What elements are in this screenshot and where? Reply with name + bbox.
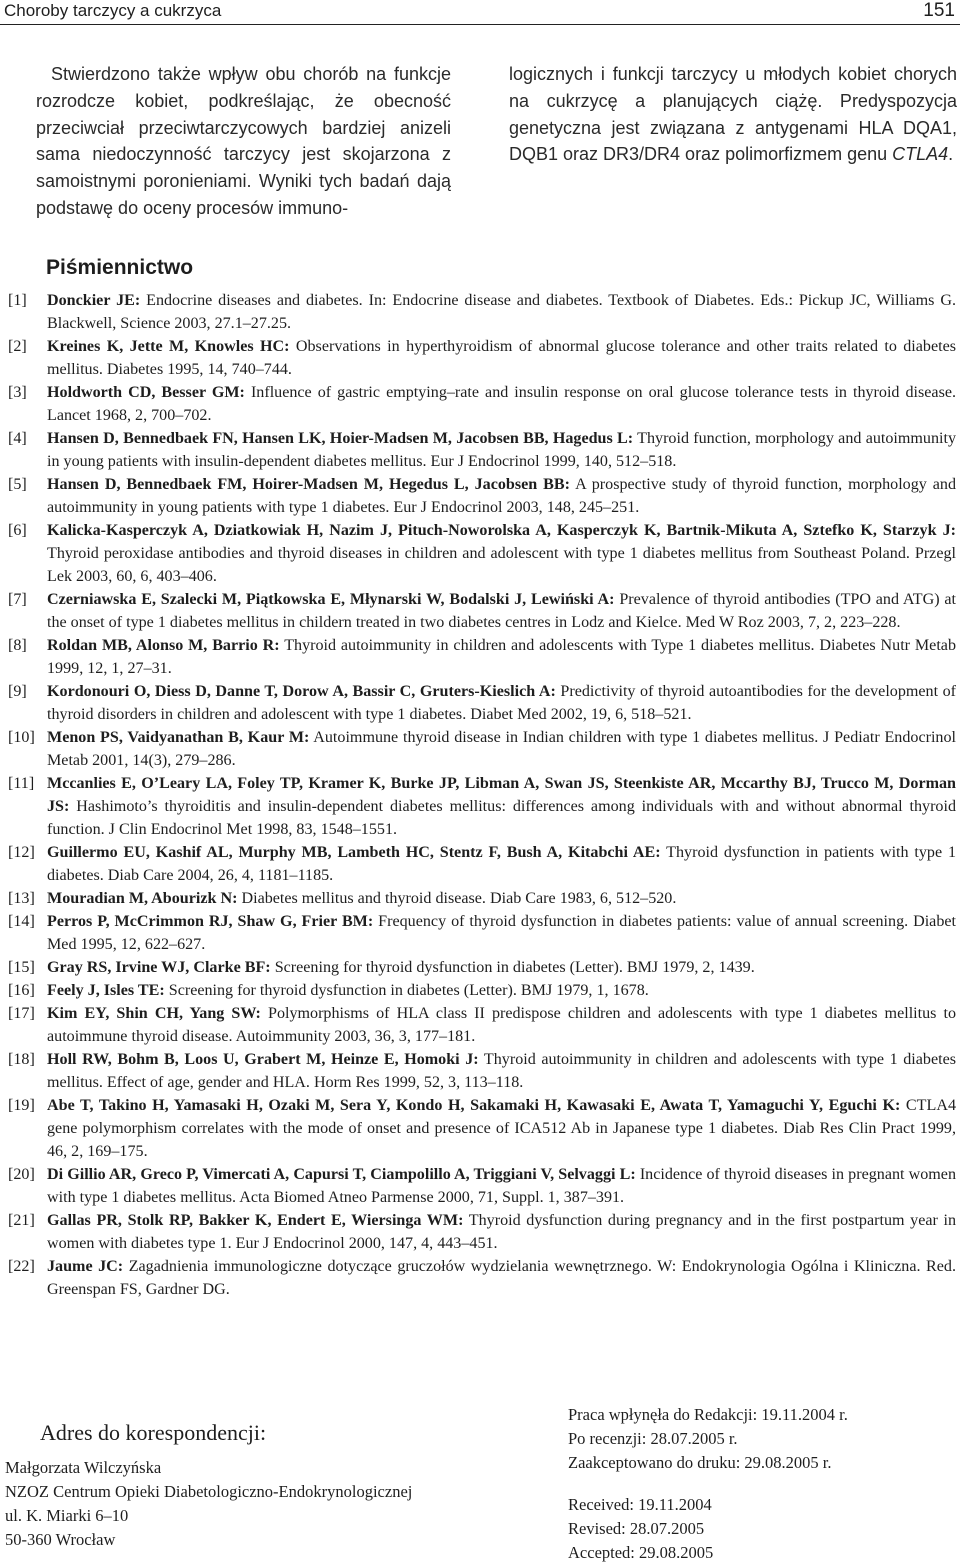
reference-authors: Roldan MB, Alonso M, Barrio R:	[47, 637, 280, 654]
reference-item	[8, 634, 956, 680]
reference-body	[47, 887, 956, 910]
reference-body	[47, 427, 956, 473]
reference-authors: Kim EY, Shin CH, Yang SW:	[47, 1005, 261, 1022]
reference-citation: Thyroid peroxidase antibodies and thyroid diseases in children and adolescent with type 1 diabetes mellitus from Southeast Poland. Przegl Lek 2003, 60, 6, 403–406.	[47, 545, 956, 585]
reference-body	[47, 772, 956, 841]
reference-body	[47, 1048, 956, 1094]
date-received-pl: Praca wpłynęła do Redakcji: 19.11.2004 r.	[568, 1405, 848, 1424]
reference-number: [8]	[8, 637, 27, 654]
reference-body	[47, 726, 956, 772]
reference-citation: Frequency of thyroid dysfunction in diabetes patients: value of annual screening. Diabet Med 1995, 12, 622–627.	[47, 913, 956, 953]
references-list	[8, 289, 956, 1301]
running-header	[0, 0, 960, 25]
reference-body	[47, 910, 956, 956]
page-number: 151	[923, 0, 955, 21]
reference-citation: A prospective study of thyroid function, morphology and autoimmunity in young patients with type 1 diabetes. Eur J Endocrinol 2003, 148, 245–251.	[47, 476, 956, 516]
reference-authors: Hansen D, Bennedbaek FM, Hoirer-Madsen M, Hegedus L, Jacobsen BB:	[47, 476, 570, 493]
reference-authors: Perros P, McCrimmon RJ, Shaw G, Frier BM:	[47, 913, 374, 930]
reference-authors: Di Gillio AR, Greco P, Vimercati A, Capursi T, Ciampolillo A, Triggiani V, Selvaggi L:	[47, 1166, 636, 1183]
dates-english	[568, 1493, 713, 1565]
reference-item	[8, 979, 956, 1002]
reference-item	[8, 841, 956, 887]
reference-item	[8, 1209, 956, 1255]
reference-body	[47, 1255, 956, 1301]
reference-number: [6]	[8, 522, 27, 539]
reference-number: [11]	[8, 775, 35, 792]
reference-citation: Thyroid autoimmunity in children and adolescents with Type 1 diabetes mellitus. Diabetes Nutr Metab 1999, 12, 1, 27–31.	[47, 637, 956, 677]
reference-number: [4]	[8, 430, 27, 447]
reference-body	[47, 841, 956, 887]
reference-authors: Feely J, Isles TE:	[47, 982, 165, 999]
reference-item	[8, 1002, 956, 1048]
reference-citation: Diabetes mellitus and thyroid disease. Diab Care 1983, 6, 512–520.	[237, 890, 677, 907]
reference-citation: Incidence of thyroid diseases in pregnant women with type 1 diabetes mellitus. Acta Biomed Atneo Parmense 2000, 71, Suppl. 1, 387–391.	[47, 1166, 956, 1206]
date-accepted-pl: Zaakceptowano do druku: 29.08.2005 r.	[568, 1453, 832, 1472]
reference-authors: Holl RW, Bohm B, Loos U, Grabert M, Heinze E, Homoki J:	[47, 1051, 479, 1068]
reference-item	[8, 726, 956, 772]
reference-citation: Thyroid autoimmunity in children and adolescents with type 1 diabetes mellitus. Effect of age, gender and HLA. Horm Res 1999, 52, 3, 113–118.	[47, 1051, 956, 1091]
reference-number: [7]	[8, 591, 27, 608]
reference-item	[8, 772, 956, 841]
reference-citation: Influence of gastric emptying–rate and insulin response on oral glucose tolerance tests in thyroid disease. Lancet 1968, 2, 700–702.	[47, 384, 956, 424]
reference-citation: Screening for thyroid dysfunction in diabetes (Letter). BMJ 1979, 2, 1439.	[270, 959, 755, 976]
reference-number: [16]	[8, 982, 35, 999]
reference-citation: Predictivity of thyroid autoantibodies for the development of thyroid disorders in children and adolescent with type 1 diabetes. Diabet Med 2002, 19, 6, 518–521.	[47, 683, 957, 723]
reference-number: [19]	[8, 1097, 35, 1114]
reference-number: [20]	[8, 1166, 35, 1183]
reference-number: [14]	[8, 913, 35, 930]
dates-polish	[568, 1403, 848, 1475]
reference-number: [5]	[8, 476, 27, 493]
reference-body	[47, 335, 956, 381]
reference-item	[8, 680, 956, 726]
correspondence-city: 50-360 Wrocław	[5, 1530, 116, 1549]
date-received-en: Received: 19.11.2004	[568, 1495, 712, 1514]
body-text-right-column	[509, 61, 957, 168]
reference-authors: Gray RS, Irvine WJ, Clarke BF:	[47, 959, 271, 976]
reference-number: [1]	[8, 292, 27, 309]
date-revised-pl: Po recenzji: 28.07.2005 r.	[568, 1429, 738, 1448]
reference-citation: Zagadnienia immunologiczne dotyczące gruczołów wydzielania wewnętrznego. W: Endokrynologia Ogólna i Kliniczna. Red. Greenspan FS, Gardner DG.	[47, 1258, 956, 1298]
reference-number: [3]	[8, 384, 27, 401]
reference-citation: Thyroid function, morphology and autoimmunity in young patients with insulin-dependent diabetes mellitus. Eur J Endocrinol 1999, 140, 512–518.	[47, 430, 956, 470]
reference-citation: Polymorphisms of HLA class II predispose children and adolescents with type 1 diabetes mellitus to autoimmune thyroid disease. Autoimmunity 2003, 36, 3, 177–181.	[47, 1005, 957, 1045]
reference-number: [13]	[8, 890, 35, 907]
reference-body	[47, 979, 956, 1002]
reference-citation: Prevalence of thyroid antibodies (TPO and ATG) at the onset of type 1 diabetes mellitus in childern treated in two diabetes centres in Lodz and Kielce. Med W Roz 2003, 7, 2, 223–228.	[47, 591, 957, 631]
reference-number: [9]	[8, 683, 27, 700]
reference-citation: CTLA4 gene polymorphism correlates with the mode of onset and presence of ICA512 Ab in Japanese type 1 diabetes. Diab Res Clin Pract 1999, 46, 2, 169–175.	[47, 1097, 956, 1160]
reference-body	[47, 519, 956, 588]
reference-number: [17]	[8, 1005, 35, 1022]
body-text-left-column: Stwierdzono także wpływ obu chorób na funkcje rozrodcze kobiet, podkreślając, że obecność przeciwciał przeciwtarczycowych bardziej anizeli sama niedoczynność tarczycy jest skojarzona z samoistnymi poronieniami. Wyniki tych badań dają podstawę do oceny procesów immuno-	[36, 64, 451, 218]
correspondence-institution: NZOZ Centrum Opieki Diabetologiczno-Endokrynologicznej	[5, 1482, 413, 1501]
reference-citation: Screening for thyroid dysfunction in diabetes (Letter). BMJ 1979, 1, 1678.	[164, 982, 649, 999]
reference-item	[8, 1094, 956, 1163]
reference-body	[47, 588, 956, 634]
reference-body	[47, 680, 956, 726]
reference-authors: Gallas PR, Stolk RP, Bakker K, Endert E, Wiersinga WM:	[47, 1212, 464, 1229]
reference-item	[8, 1048, 956, 1094]
body-text-right-part-1: logicznych i funkcji tarczycy u młodych kobiet chorych na cukrzycę a planujących ciążę. Predyspozycja genetyczna jest związana z antygenami HLA DQA1, DQB1 oraz DR3/DR4 oraz polimorfizmem genu	[509, 64, 957, 165]
reference-authors: Czerniawska E, Szalecki M, Piątkowska E, Młynarski W, Bodalski J, Lewiński A:	[47, 591, 615, 608]
reference-item	[8, 956, 956, 979]
reference-item	[8, 473, 956, 519]
reference-citation: Thyroid dysfunction in patients with type 1 diabetes. Diab Care 2004, 26, 4, 1181–1185.	[47, 844, 956, 884]
reference-item	[8, 381, 956, 427]
reference-number: [2]	[8, 338, 27, 355]
reference-citation: Observations in hyperthyroidism of abnormal glucose tolerance and other traits related to diabetes mellitus. Diabetes 1995, 14, 740–744.	[47, 338, 956, 378]
reference-authors: Guillermo EU, Kashif AL, Murphy MB, Lambeth HC, Stentz F, Bush A, Kitabchi AE:	[47, 844, 661, 861]
body-text-right-part-2: .	[948, 144, 954, 165]
gene-name-ctla4: CTLA4	[892, 144, 949, 165]
correspondence-address	[5, 1456, 412, 1552]
date-accepted-en: Accepted: 29.08.2005	[568, 1543, 714, 1562]
correspondence-name: Małgorzata Wilczyńska	[5, 1458, 162, 1477]
reference-item	[8, 1255, 956, 1301]
reference-authors: Mccanlies E, O’Leary LA, Foley TP, Kramer K, Burke JP, Libman A, Swan JS, Steenkiste AR, Mccarthy BJ, Trucco M, Dorman JS:	[47, 775, 956, 815]
reference-item	[8, 335, 956, 381]
reference-body	[47, 473, 956, 519]
reference-item	[8, 427, 956, 473]
reference-citation: Autoimmune thyroid disease in Indian children with type 1 diabetes mellitus. J Pediatr Endocrinol Metab 2001, 14(3), 279–286.	[47, 729, 956, 769]
running-title: Choroby tarczycy a cukrzyca	[4, 1, 222, 20]
reference-body	[47, 1163, 956, 1209]
reference-authors: Mouradian M, Abourizk N:	[47, 890, 238, 907]
reference-body	[47, 289, 956, 335]
reference-citation: Hashimoto’s thyroiditis and insulin-dependent diabetes mellitus: differences among individuals with and without abnormal thyroid function. J Clin Endocrinol Met 1998, 83, 1548–1551.	[47, 798, 956, 838]
reference-authors: Kordonouri O, Diess D, Danne T, Dorow A, Bassir C, Gruters-Kieslich A:	[47, 683, 556, 700]
reference-number: [12]	[8, 844, 35, 861]
reference-number: [15]	[8, 959, 35, 976]
reference-item	[8, 588, 956, 634]
reference-number: [21]	[8, 1212, 35, 1229]
reference-number: [22]	[8, 1258, 35, 1275]
references-heading: Piśmiennictwo	[46, 256, 194, 279]
reference-item	[8, 519, 956, 588]
reference-body	[47, 1094, 956, 1163]
reference-number: [10]	[8, 729, 35, 746]
reference-authors: Menon PS, Vaidyanathan B, Kaur M:	[47, 729, 310, 746]
reference-authors: Hansen D, Bennedbaek FN, Hansen LK, Hoier-Madsen M, Jacobsen BB, Hagedus L:	[47, 430, 634, 447]
reference-authors: Kalicka-Kasperczyk A, Dziatkowiak H, Nazim J, Pituch-Noworolska A, Kasperczyk K, Bartnik-Mikuta A, Sztefko K, Starzyk J:	[47, 522, 956, 539]
reference-authors: Jaume JC:	[47, 1258, 124, 1275]
reference-item	[8, 1163, 956, 1209]
reference-body	[47, 381, 956, 427]
reference-item	[8, 910, 956, 956]
correspondence-heading: Adres do korespondencji:	[40, 1420, 267, 1445]
reference-number: [18]	[8, 1051, 35, 1068]
reference-item	[8, 887, 956, 910]
reference-body	[47, 1002, 956, 1048]
date-revised-en: Revised: 28.07.2005	[568, 1519, 705, 1538]
reference-authors: Kreines K, Jette M, Knowles HC:	[47, 338, 290, 355]
reference-body	[47, 1209, 956, 1255]
reference-authors: Abe T, Takino H, Yamasaki H, Ozaki M, Sera Y, Kondo H, Sakamaki H, Kawasaki E, Awata T, Yamaguchi Y, Eguchi K:	[47, 1097, 901, 1114]
reference-authors: Holdworth CD, Besser GM:	[47, 384, 245, 401]
correspondence-street: ul. K. Miarki 6–10	[5, 1506, 129, 1525]
reference-body	[47, 956, 956, 979]
reference-item	[8, 289, 956, 335]
reference-body	[47, 634, 956, 680]
reference-citation: Thyroid dysfunction during pregnancy and in the first postpartum year in women with diabetes type 1. Eur J Endocrinol 2000, 147, 4, 443–451.	[47, 1212, 956, 1252]
reference-citation: Endocrine diseases and diabetes. In: Endocrine disease and diabetes. Textbook of Diabetes. Eds.: Pickup JC, Williams G. Blackwell, Science 2003, 27.1–27.25.	[47, 292, 956, 332]
reference-authors: Donckier JE:	[47, 292, 141, 309]
